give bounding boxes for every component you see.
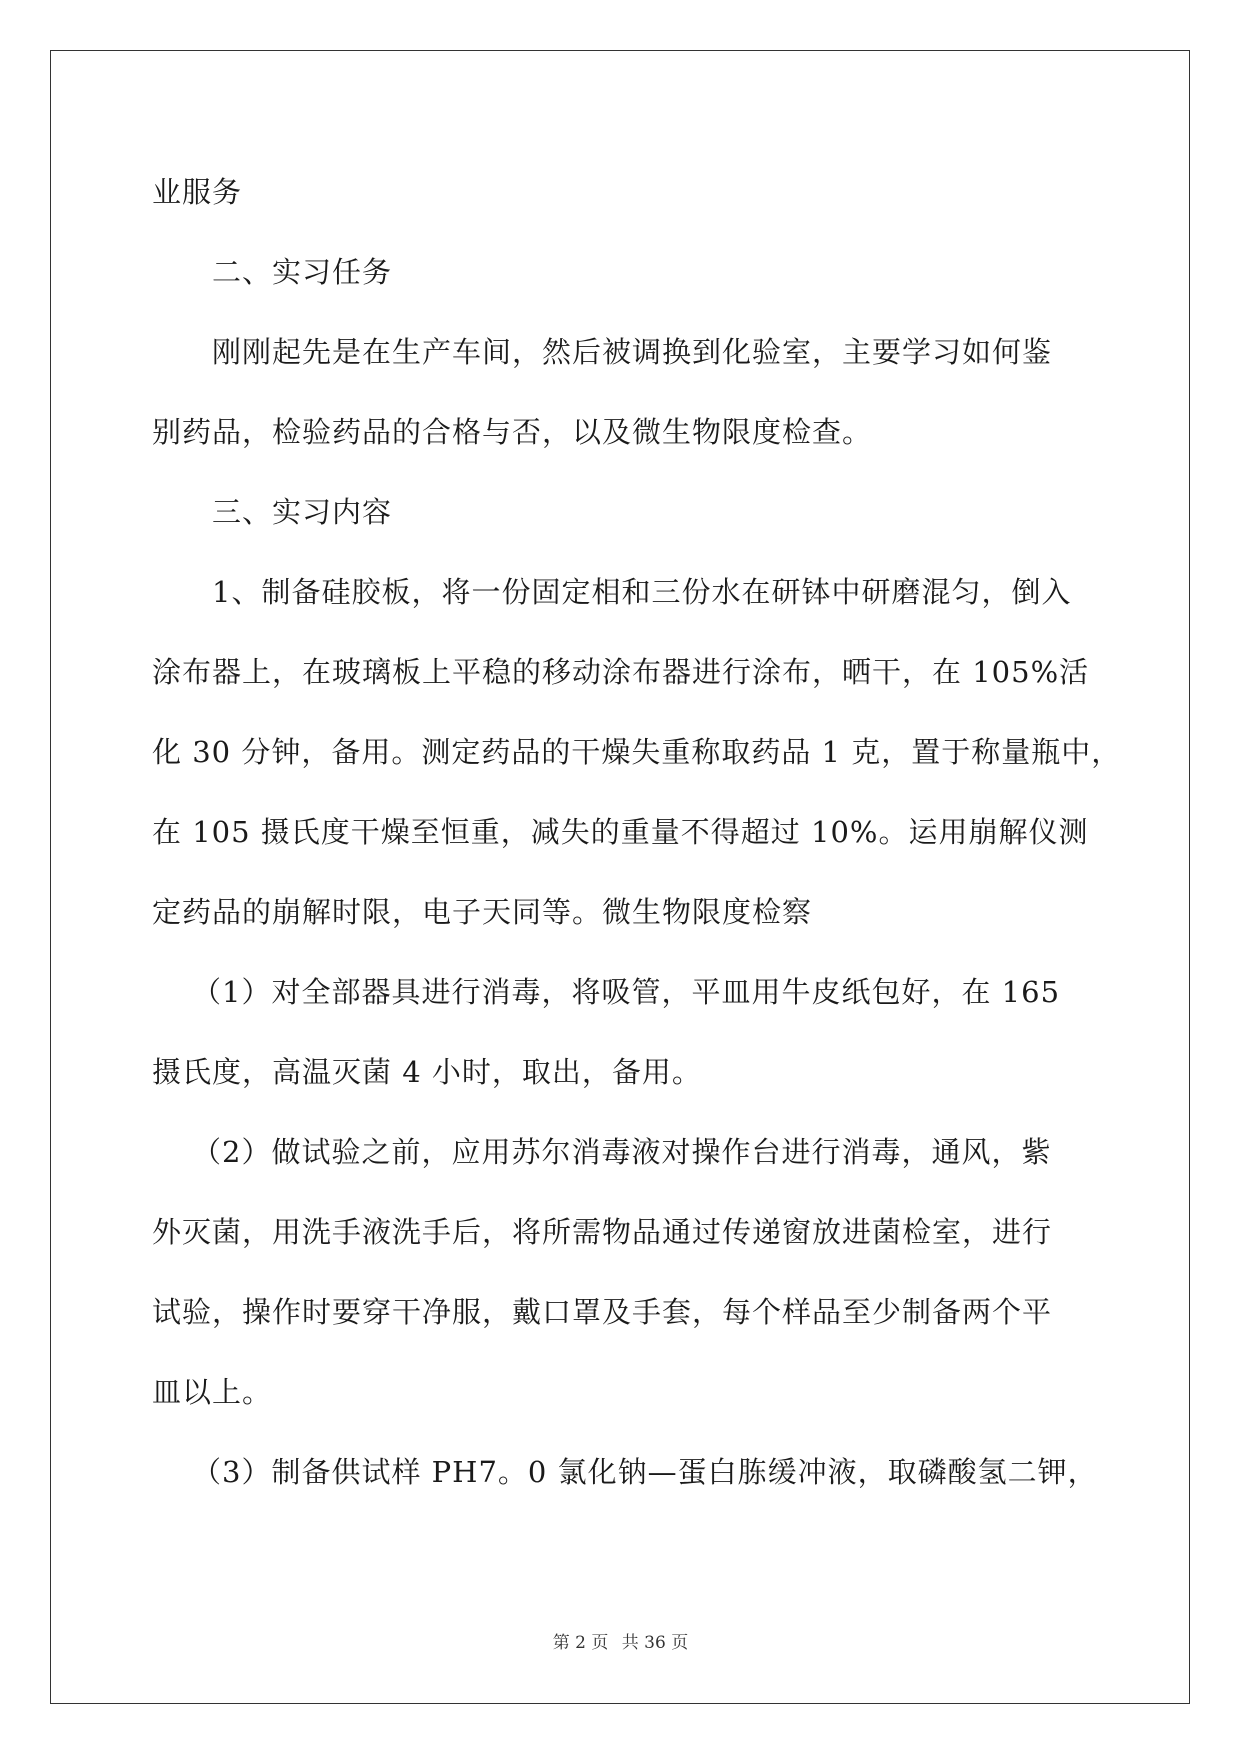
paragraph-line: 别药品，检验药品的合格与否，以及微生物限度检查。 <box>152 415 873 449</box>
page-total: 共 36 页 <box>621 1633 689 1653</box>
paragraph-line: 外灭菌，用洗手液洗手后，将所需物品通过传递窗放进菌检室，进行 <box>152 1215 1053 1249</box>
paragraph-line: （2）做试验之前，应用苏尔消毒液对操作台进行消毒，通风，紫 <box>192 1135 1052 1169</box>
paragraph-line: 在 105 摄氏度干燥至恒重，减失的重量不得超过 10%。运用崩解仪测 <box>152 815 1089 849</box>
page-footer <box>0 1633 1241 1653</box>
paragraph-line: 1、制备硅胶板，将一份固定相和三份水在研钵中研磨混匀，倒入 <box>212 575 1072 609</box>
page-number: 第 2 页 <box>552 1633 609 1653</box>
paragraph-line: 涂布器上，在玻璃板上平稳的移动涂布器进行涂布，晒干，在 105%活 <box>152 655 1090 689</box>
paragraph-line: 摄氏度，高温灭菌 4 小时，取出，备用。 <box>152 1055 702 1089</box>
section-heading: 二、实习任务 <box>212 255 393 289</box>
paragraph-line: 业服务 <box>152 175 243 209</box>
paragraph-line: （3）制备供试样 PH7。0 氯化钠—蛋白胨缓冲液，取磷酸氢二钾， <box>192 1455 1098 1489</box>
paragraph-line: 试验，操作时要穿干净服，戴口罩及手套，每个样品至少制备两个平 <box>152 1295 1053 1329</box>
section-heading: 三、实习内容 <box>212 495 393 529</box>
paragraph-line: （1）对全部器具进行消毒，将吸管，平皿用牛皮纸包好，在 165 <box>192 975 1061 1009</box>
paragraph-line: 化 30 分钟，备用。测定药品的干燥失重称取药品 1 克，置于称量瓶中， <box>152 735 1122 769</box>
paragraph-line: 皿以上。 <box>152 1375 273 1409</box>
paragraph-line: 刚刚起先是在生产车间，然后被调换到化验室，主要学习如何鉴 <box>212 335 1053 369</box>
paragraph-line: 定药品的崩解时限，电子天同等。微生物限度检察 <box>152 895 813 929</box>
